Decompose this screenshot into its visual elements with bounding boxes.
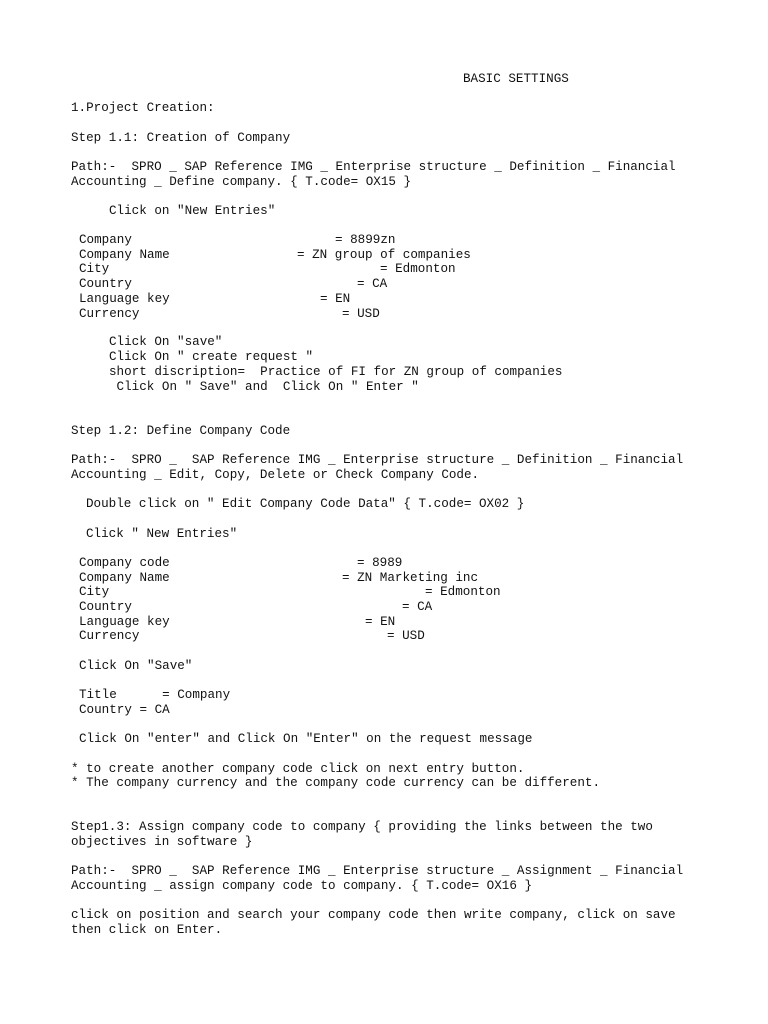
step-1-2-field-value: = 8989 bbox=[357, 556, 403, 570]
step-1-1-action: Click On "save" bbox=[109, 335, 223, 349]
step-1-1-field-label: Currency bbox=[79, 307, 140, 321]
step-1-1-field-value: = Edmonton bbox=[380, 262, 456, 276]
step-1-2-path-line-1: Path:- SPRO _ SAP Reference IMG _ Enterprise structure _ Definition _ Financial bbox=[71, 453, 684, 467]
step-1-2-field-value: = Edmonton bbox=[425, 585, 501, 599]
step-1-2-country-line: Country = CA bbox=[79, 703, 170, 717]
step-1-1-title: Step 1.1: Creation of Company bbox=[71, 131, 291, 145]
step-1-2-path-line-2: Accounting _ Edit, Copy, Delete or Check Company Code. bbox=[71, 468, 480, 482]
step-1-3-title-line-1: Step1.3: Assign company code to company { providing the links between the two bbox=[71, 820, 653, 834]
step-1-2-field-value: = EN bbox=[365, 615, 396, 629]
step-1-1-field-value: = 8899zn bbox=[335, 233, 396, 247]
step-1-2-click-save: Click On "Save" bbox=[79, 659, 193, 673]
section-title: 1.Project Creation: bbox=[71, 101, 215, 115]
step-1-3-instruction-line-2: then click on Enter. bbox=[71, 923, 223, 937]
step-1-2-field-value: = CA bbox=[402, 600, 433, 614]
step-1-3-title-line-2: objectives in software } bbox=[71, 835, 253, 849]
step-1-1-action: Click On " Save" and Click On " Enter " bbox=[109, 380, 419, 394]
step-1-3-path-line-2: Accounting _ assign company code to company. { T.code= OX16 } bbox=[71, 879, 533, 893]
step-1-2-field-value: = ZN Marketing inc bbox=[342, 571, 479, 585]
step-1-2-field-value: = USD bbox=[387, 629, 425, 643]
step-1-1-field-value: = USD bbox=[342, 307, 380, 321]
step-1-2-double-click-instruction: Double click on " Edit Company Code Data" { T.code= OX02 } bbox=[86, 497, 525, 511]
step-1-1-path-line-1: Path:- SPRO _ SAP Reference IMG _ Enterprise structure _ Definition _ Financial bbox=[71, 160, 676, 174]
step-1-1-action: short discription= Practice of FI for ZN group of companies bbox=[109, 365, 563, 379]
step-1-2-field-label: Company code bbox=[79, 556, 170, 570]
step-1-1-new-entries-instruction: Click on "New Entries" bbox=[109, 204, 276, 218]
step-1-2-note: * to create another company code click on next entry button. bbox=[71, 762, 525, 776]
step-1-1-field-label: Language key bbox=[79, 292, 170, 306]
step-1-1-action: Click On " create request " bbox=[109, 350, 314, 364]
document-heading: BASIC SETTINGS bbox=[463, 72, 569, 86]
step-1-2-field-label: Language key bbox=[79, 615, 170, 629]
step-1-1-field-label: Company bbox=[79, 233, 132, 247]
step-1-1-field-value: = ZN group of companies bbox=[297, 248, 471, 262]
step-1-1-field-label: City bbox=[79, 262, 110, 276]
step-1-2-field-label: Country bbox=[79, 600, 132, 614]
step-1-3-instruction-line-1: click on position and search your company code then write company, click on save bbox=[71, 908, 676, 922]
step-1-1-field-label: Company Name bbox=[79, 248, 170, 262]
step-1-1-field-value: = CA bbox=[357, 277, 388, 291]
step-1-1-path-line-2: Accounting _ Define company. { T.code= OX15 } bbox=[71, 175, 412, 189]
step-1-2-note: * The company currency and the company code currency can be different. bbox=[71, 776, 601, 790]
step-1-2-new-entries-instruction: Click " New Entries" bbox=[86, 527, 238, 541]
step-1-1-field-label: Country bbox=[79, 277, 132, 291]
step-1-2-field-label: Company Name bbox=[79, 571, 170, 585]
step-1-2-title: Step 1.2: Define Company Code bbox=[71, 424, 291, 438]
step-1-3-path-line-1: Path:- SPRO _ SAP Reference IMG _ Enterprise structure _ Assignment _ Financial bbox=[71, 864, 684, 878]
step-1-2-title-line: Title = Company bbox=[79, 688, 231, 702]
step-1-2-enter-line: Click On "enter" and Click On "Enter" on the request message bbox=[79, 732, 533, 746]
step-1-1-field-value: = EN bbox=[320, 292, 351, 306]
step-1-2-field-label: City bbox=[79, 585, 110, 599]
step-1-2-field-label: Currency bbox=[79, 629, 140, 643]
